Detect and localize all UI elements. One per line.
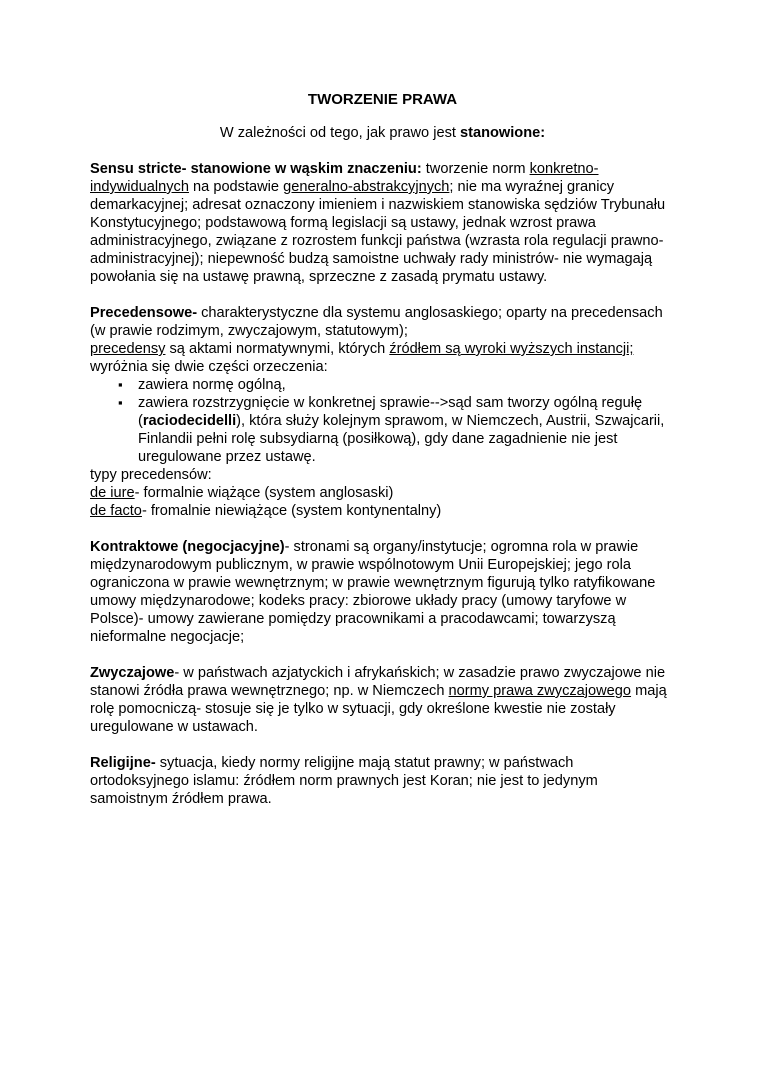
section-term: Zwyczajowe bbox=[90, 665, 175, 681]
section-text: - stronami są organy/instytucje; ogromna rola w prawie międzynarodowym publicznym, w prawie wspólnotowym Unii Europejskiej; jego rola ograniczona w prawie wewnętrznym; w prawie wewnętrznym figurują tylko ratyfikowane umowy międzynarodowe; kodeks pracy: zbiorowe układy pracy (umowy taryfowe w Polsce)- umowy zawierane pomiędzy pracownikami a pracodawcami; towarzyszą nieformalne negocjacje; bbox=[90, 539, 656, 645]
subtitle-bold: stanowione: bbox=[459, 125, 546, 141]
section-sensu-stricte bbox=[90, 160, 675, 286]
section-precedensowe bbox=[90, 304, 675, 520]
precedens-types-label: typy precedensów: bbox=[90, 467, 212, 483]
bullet-text: zawiera normę ogólną, bbox=[138, 377, 286, 393]
bullet-text: zawiera rozstrzygnięcie w konkretnej sprawie-->sąd sam tworzy ogólną regułę ( bbox=[138, 395, 643, 429]
precedens-bullet-list bbox=[90, 376, 675, 466]
underlined-term: źródłem są wyroki wyższych instancji; bbox=[389, 341, 634, 357]
section-kontraktowe bbox=[90, 538, 675, 646]
section-text: mają rolę pomocniczą- stosuje się je tylko w sytuacji, gdy określone kwestie nie zostały uregulowane w ustawach. bbox=[90, 683, 667, 735]
subtitle-text: W zależności od tego, jak prawo jest bbox=[219, 125, 460, 141]
document-subtitle bbox=[90, 124, 675, 142]
underlined-term: precedensy bbox=[90, 341, 166, 357]
document-title: TWORZENIE PRAWA bbox=[307, 91, 458, 108]
section-text: - w państwach azjatyckich i afrykańskich; w zasadzie prawo zwyczajowe nie stanowi źródła prawa wewnętrznego; np. w Niemczech bbox=[90, 665, 666, 699]
section-text: charakterystyczne dla systemu anglosaskiego; oparty na precedensach (w prawie rodzimym, zwyczajowym, statutowym); bbox=[90, 305, 663, 339]
section-text: - fromalnie niewiążące (system kontynentalny) bbox=[141, 503, 442, 519]
precedens-type-de-facto bbox=[90, 502, 675, 520]
section-term: Sensu stricte- stanowione w wąskim znaczeniu: bbox=[90, 161, 422, 177]
bullet-text: ), która służy kolejnym sprawom, w Niemczech, Austrii, Szwajcarii, Finlandii pełni rolę subsydiarną (posiłkową), gdy dane zagadnienie nie jest uregulowane przez ustawę. bbox=[138, 413, 665, 465]
section-religijne bbox=[90, 754, 675, 808]
precedens-intro bbox=[90, 304, 675, 340]
underlined-term: generalno-abstrakcyjnych bbox=[283, 179, 450, 195]
section-text: sytuacja, kiedy normy religijne mają statut prawny; w państwach ortodoksyjnego islamu: źródłem norm prawnych jest Koran; nie jest to jedynym samoistnym źródłem prawa. bbox=[90, 755, 598, 807]
section-term: Kontraktowe (negocjacyjne) bbox=[90, 539, 285, 555]
section-text: tworzenie norm bbox=[421, 161, 530, 177]
bullet-bold-term: raciodecidelli bbox=[142, 413, 237, 429]
section-zwyczajowe bbox=[90, 664, 675, 736]
document-page bbox=[90, 90, 675, 826]
section-term: Precedensowe- bbox=[90, 305, 198, 321]
section-text: - formalnie wiążące (system anglosaski) bbox=[134, 485, 394, 501]
section-text: są aktami normatywnymi, których bbox=[165, 341, 390, 357]
underlined-term: de facto bbox=[90, 503, 142, 519]
section-text: ; nie ma wyraźnej granicy demarkacyjnej; adresat oznaczony imieniem i nazwiskiem stanowiska sędziów Trybunału Konstytucyjnego; podstawową formą legislacji są ustawy, jednak wzrost prawa administracyjnego, związane z rozrostem funkcji państwa (wzrasta rola regulacji prawno-administracyjnej); niepewność budzą samoistne uchwały rady ministrów- nie wymagają powołania się na ustawę prawną, sprzeczne z zasadą prymatu ustawy. bbox=[90, 179, 666, 285]
precedens-type-de-iure bbox=[90, 484, 675, 502]
list-item bbox=[118, 376, 675, 394]
precedens-definition bbox=[90, 340, 675, 358]
list-item bbox=[118, 394, 675, 466]
underlined-term: normy prawa zwyczajowego bbox=[448, 683, 632, 699]
section-term: Religijne- bbox=[90, 755, 156, 771]
underlined-term: konkretno-indywidualnych bbox=[90, 161, 599, 195]
section-text: na podstawie bbox=[188, 179, 284, 195]
precedens-parts-label: wyróżnia się dwie części orzeczenia: bbox=[90, 359, 328, 375]
underlined-term: de iure bbox=[90, 485, 135, 501]
